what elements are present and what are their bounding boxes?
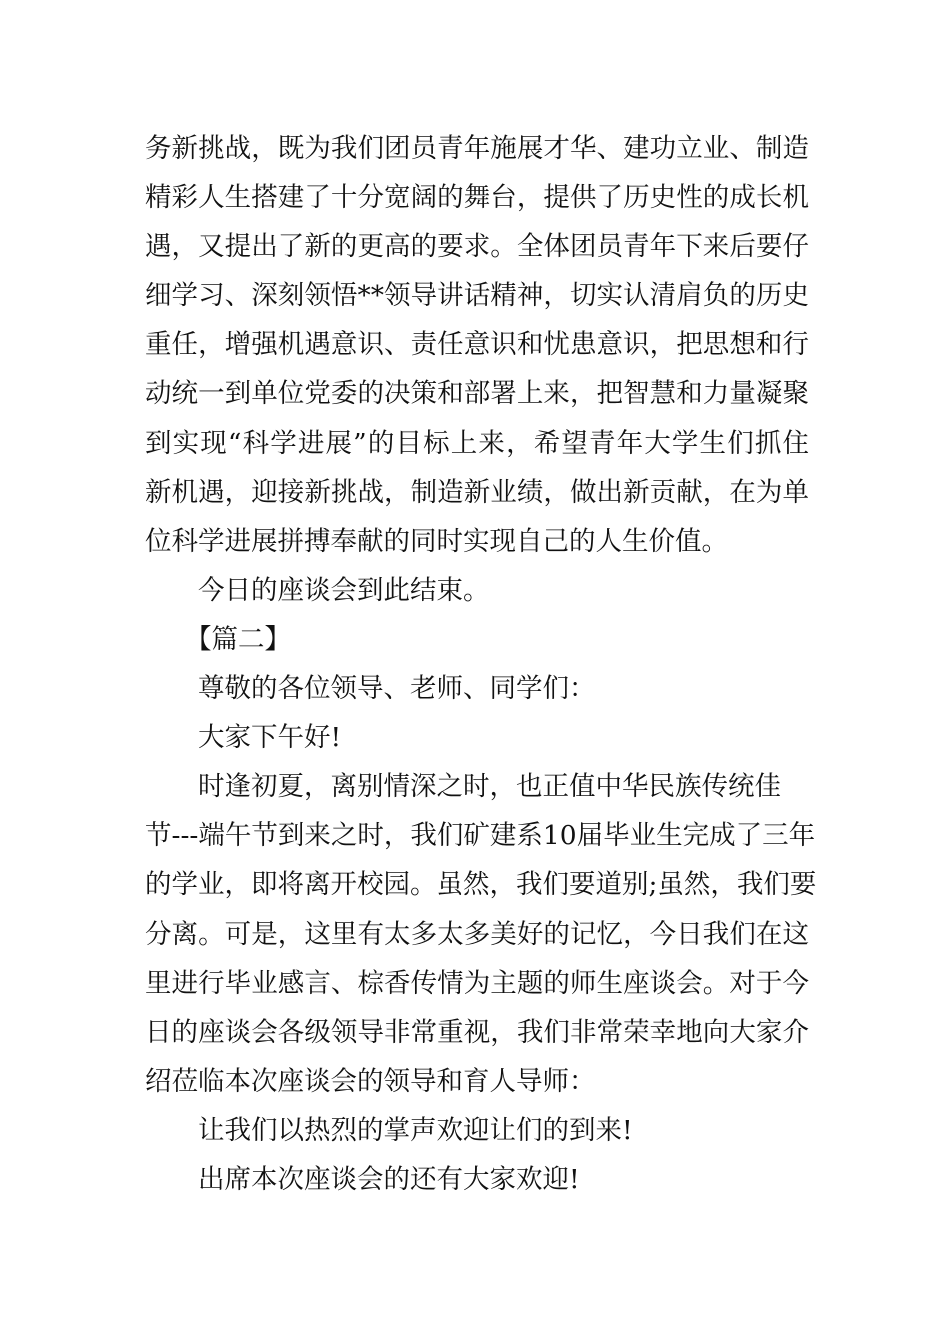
text-line: 出席本次座谈会的还有大家欢迎! [198, 1163, 580, 1195]
section-heading-text: 【篇二】 [185, 623, 291, 655]
paragraph-salutation [145, 664, 809, 713]
text-line: 时逢初夏，离别情深之时，也正值中华民族传统佳 [198, 771, 781, 803]
text-line: 分离。可是，这里有太多太多美好的记忆，今日我们在这 [145, 918, 809, 950]
text-line: 动统一到单位党委的决策和部署上来，把智慧和力量凝聚 [145, 378, 809, 410]
text-line: 重任，增强机遇意识、责任意识和忧患意识，把思想和行 [145, 329, 809, 361]
text-line: 务新挑战，既为我们团员青年施展才华、建功立业、制造 [145, 133, 809, 164]
text-line: 的学业，即将离开校园。虽然，我们要道别;虽然，我们要 [145, 869, 817, 901]
paragraph-closing [145, 566, 809, 615]
text-line: 里进行毕业感言、棕香传情为主题的师生座谈会。对于今 [145, 967, 809, 999]
text-line: 让我们以热烈的掌声欢迎让们的到来! [198, 1114, 633, 1146]
text-line: 遇，又提出了新的更高的要求。全体团员青年下来后要仔 [145, 231, 809, 263]
text-line: 细学习、深刻领悟**领导讲话精神，切实认清肩负的历史 [145, 280, 809, 312]
section-heading [145, 615, 809, 664]
text-line: 日的座谈会各级领导非常重视，我们非常荣幸地向大家介 [145, 1016, 809, 1048]
text-line: 大家下午好! [198, 722, 342, 754]
text-line: 节---端午节到来之时，我们矿建系10届毕业生完成了三年 [145, 820, 816, 852]
document-body [145, 124, 817, 1204]
text-line: 绍莅临本次座谈会的领导和育人导师： [145, 1065, 596, 1097]
paragraph-body [145, 762, 817, 1106]
paragraph-applause [145, 1106, 809, 1155]
text-line: 尊敬的各位领导、老师、同学们： [198, 673, 596, 705]
text-line: 位科学进展拼搏奉献的同时实现自己的人生价值。 [145, 525, 728, 557]
text-line: 到实现“科学进展”的目标上来，希望青年大学生们抓住 [145, 427, 809, 459]
text-line: 今日的座谈会到此结束。 [198, 574, 490, 606]
paragraph-continuation [145, 124, 809, 566]
paragraph-attendees [145, 1155, 809, 1204]
paragraph-greeting [145, 713, 809, 762]
text-line: 精彩人生搭建了十分宽阔的舞台，提供了历史性的成长机 [145, 182, 809, 214]
text-line: 新机遇，迎接新挑战，制造新业绩，做出新贡献，在为单 [145, 476, 809, 508]
